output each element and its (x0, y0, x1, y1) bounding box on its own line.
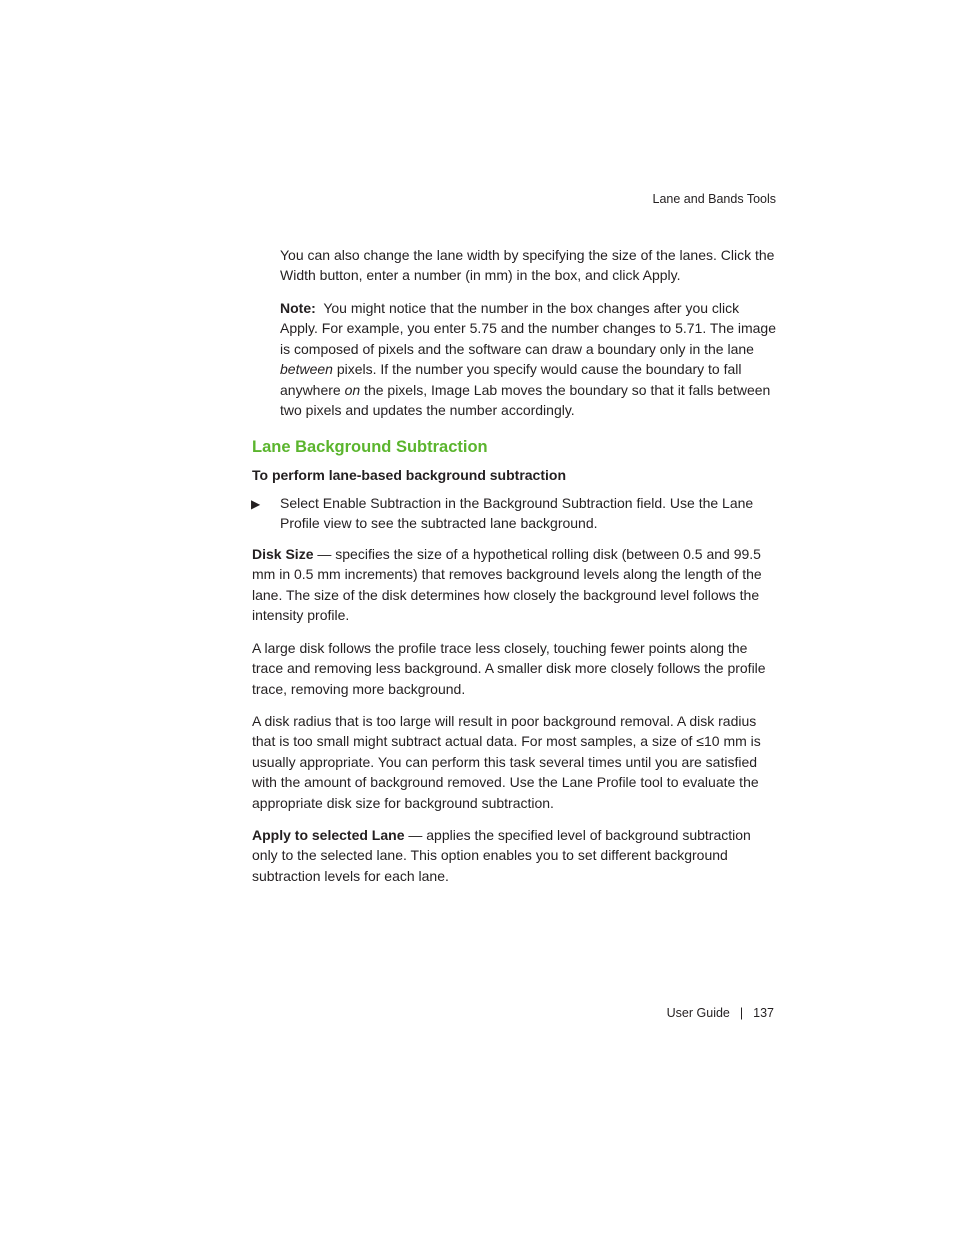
large-disk-paragraph: A large disk follows the profile trace less closely, touching fewer points along the trace and removing less background. A smaller disk more closely follows the profile trace, removing more background. (252, 640, 766, 697)
note-text-part-2: pixels. If the number you specify would cause the boundary to fall anywhere (280, 361, 742, 398)
section-heading: Lane Background Subtraction (252, 438, 488, 456)
footer-label: User Guide (666, 1006, 730, 1020)
apply-lane-term: Apply to selected Lane (252, 827, 405, 843)
bullet-arrow-icon: ▶ (251, 497, 261, 511)
intro-paragraph: You can also change the lane width by specifying the size of the lanes. Click the Width button, enter a number (in mm) in the box, and click Apply. (280, 247, 775, 284)
note-text-part-1: You might notice that the number in the box changes after you click Apply. For example, you enter 5.75 and the number changes to 5.71. The image is composed of pixels and the software can draw a boundary only in the lane (280, 300, 777, 357)
apply-lane-paragraph (252, 825, 776, 886)
note-label: Note: (280, 300, 316, 316)
disk-radius-text-part-2: 10 mm is usually appropriate. You can perform this task several times until you are satisfied with the amount of background removed. Use the Lane Profile tool to evaluate the appropriate disk size for background subtraction. (252, 733, 761, 811)
disk-radius-paragraph (252, 711, 776, 813)
disk-size-description: — specifies the size of a hypothetical rolling disk (between 0.5 and 99.5 mm in 0.5 mm increments) that removes background levels along the length of the lane. The size of the disk determines how closely the background level follows the intensity profile. (252, 546, 762, 624)
footer-separator: | (739, 1006, 744, 1020)
page-footer (667, 1005, 774, 1021)
page-number: 137 (753, 1006, 774, 1020)
disk-size-term: Disk Size (252, 546, 314, 562)
note-emphasis-on: on (344, 381, 361, 398)
note-paragraph (280, 298, 776, 420)
disk-radius-text-part-1: A disk radius that is too large will result in poor background removal. A disk radius that is too small might subtract actual data. For most samples, a size of (252, 713, 757, 750)
disk-size-paragraph (252, 544, 776, 626)
apply-lane-description: — applies the specified level of background subtraction only to the selected lane. This option enables you to set different background subtraction levels for each lane. (252, 827, 751, 884)
running-header: Lane and Bands Tools (652, 192, 776, 206)
note-text-part-3: the pixels, Image Lab moves the boundary so that it falls between two pixels and updates the number accordingly. (280, 381, 771, 419)
procedure-step: Select Enable Subtraction in the Background Subtraction field. Use the Lane Profile view to see the subtracted lane background. (280, 495, 754, 531)
less-or-equal-symbol: ≤ (696, 733, 704, 750)
note-emphasis-between: between (280, 361, 333, 378)
procedure-heading: To perform lane-based background subtraction (252, 467, 567, 483)
